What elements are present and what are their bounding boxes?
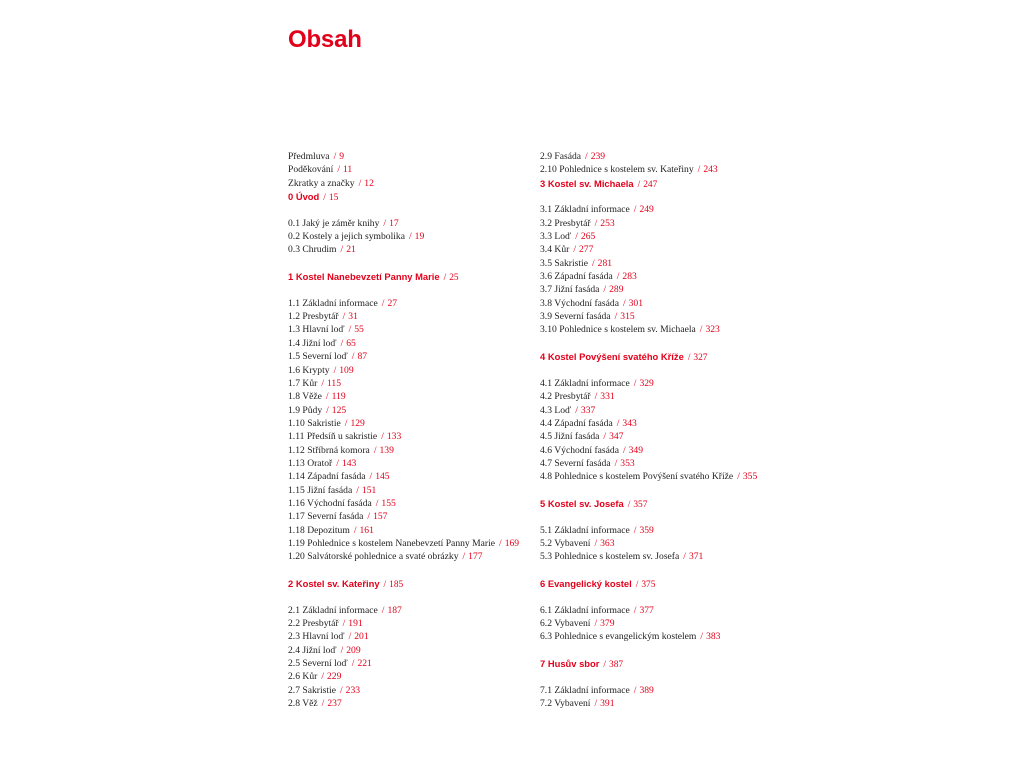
toc-entry-label: 0.3 Chrudim	[288, 244, 337, 256]
toc-entry[interactable]	[288, 377, 538, 390]
toc-page-number: 357	[633, 499, 648, 510]
toc-entry-label: 4.5 Jižní fasáda	[540, 431, 600, 443]
toc-separator: /	[633, 524, 637, 536]
toc-separator: /	[594, 537, 598, 549]
toc-entry-label: 1.12 Stříbrná komora	[288, 444, 370, 456]
toc-separator: /	[699, 324, 703, 336]
toc-chapter-heading[interactable]	[540, 350, 790, 363]
toc-entry-label: 5.1 Základní informace	[540, 524, 630, 536]
toc-page-number: 11	[342, 164, 353, 176]
toc-page-number: 139	[379, 444, 394, 456]
toc-entry[interactable]	[288, 310, 538, 323]
toc-page-number: 391	[600, 698, 615, 710]
toc-page-number: 239	[590, 151, 606, 162]
spacer	[540, 337, 790, 350]
toc-page-number: 143	[341, 457, 357, 469]
toc-separator: /	[616, 417, 620, 429]
toc-entry[interactable]	[288, 524, 538, 537]
toc-separator: /	[633, 204, 637, 216]
toc-separator: /	[321, 671, 324, 683]
toc-separator: /	[683, 551, 686, 563]
toc-entry[interactable]	[288, 604, 538, 617]
toc-chapter-heading[interactable]	[288, 270, 538, 283]
toc-separator: /	[462, 551, 466, 563]
toc-separator: /	[340, 244, 344, 256]
toc-entry-label: 3.6 Západní fasáda	[540, 271, 613, 283]
toc-entry[interactable]	[540, 457, 790, 470]
toc-entry-label: 5.3 Pohlednice s kostelem sv. Josefa	[540, 551, 680, 563]
spacer	[288, 257, 538, 270]
spacer	[288, 590, 538, 603]
toc-entry-label: 6 Evangelický kostel	[540, 578, 632, 589]
spacer	[288, 564, 538, 577]
toc-entry-label: 1.15 Jižní fasáda	[288, 484, 353, 496]
toc-entry-label: 0 Úvod	[288, 191, 320, 203]
toc-entry[interactable]	[288, 684, 538, 697]
toc-entry-label: 1.2 Presbytář	[288, 311, 339, 323]
toc-page-number: 221	[357, 658, 372, 670]
toc-separator: /	[342, 311, 346, 323]
toc-entry[interactable]	[540, 323, 790, 336]
toc-entry[interactable]	[540, 404, 790, 417]
toc-separator: /	[325, 391, 329, 403]
toc-page-number: 191	[348, 618, 363, 630]
toc-separator: /	[383, 580, 387, 590]
toc-page-number: 343	[622, 417, 637, 429]
toc-separator: /	[323, 193, 326, 204]
toc-entry-label: 1.18 Depozitum	[288, 524, 350, 536]
toc-page-number: 12	[364, 177, 374, 189]
spacer	[540, 484, 790, 497]
toc-separator: /	[369, 471, 373, 483]
toc-entry[interactable]	[540, 163, 790, 176]
toc-entry-label: Zkratky a značky	[288, 177, 355, 189]
toc-page-number: 151	[361, 484, 377, 496]
toc-page-number: 9	[339, 151, 345, 162]
toc-entry-label: 1.17 Severní fasáda	[288, 511, 364, 523]
toc-entry[interactable]	[540, 470, 790, 483]
toc-entry[interactable]	[288, 657, 538, 670]
toc-entry[interactable]	[288, 537, 538, 550]
toc-entry-label: 3 Kostel sv. Michaela	[540, 177, 634, 189]
toc-column-left	[288, 150, 538, 710]
toc-entry[interactable]	[288, 217, 538, 230]
toc-entry-label: 3.7 Jižní fasáda	[540, 284, 600, 296]
toc-page-number: 353	[620, 457, 635, 469]
toc-separator: /	[348, 631, 352, 643]
toc-entry[interactable]	[288, 697, 538, 710]
toc-page-number: 15	[328, 193, 339, 204]
toc-entry-label: 4.4 Západní fasáda	[540, 417, 613, 429]
toc-entry[interactable]	[288, 390, 538, 403]
spacer	[288, 203, 538, 216]
toc-entry-label: 3.4 Kůr	[540, 244, 570, 256]
toc-page-number: 283	[622, 271, 637, 283]
toc-page-number: 161	[359, 524, 374, 536]
toc-entry-label: 3.9 Severní fasáda	[540, 311, 611, 323]
toc-separator: /	[381, 297, 385, 309]
toc-entry[interactable]	[288, 404, 538, 417]
toc-entry[interactable]	[540, 617, 790, 630]
toc-page-number: 145	[375, 471, 390, 483]
toc-separator: /	[700, 631, 704, 643]
toc-entry-label: 7 Husův sbor	[540, 658, 600, 670]
toc-separator: /	[594, 217, 598, 229]
toc-entry-label: 3.8 Východní fasáda	[540, 297, 619, 309]
toc-entry-label: 4.2 Presbytář	[540, 391, 591, 403]
toc-page-number: 323	[705, 324, 720, 336]
toc-separator: /	[633, 377, 637, 389]
toc-page-number: 17	[389, 217, 399, 229]
toc-separator: /	[358, 177, 362, 189]
toc-entry[interactable]	[288, 617, 538, 630]
toc-entry[interactable]	[540, 203, 790, 216]
toc-page-number: 243	[703, 164, 718, 176]
toc-entry[interactable]	[288, 510, 538, 523]
toc-page-number: 387	[609, 660, 624, 671]
toc-page-number: 349	[628, 444, 644, 456]
toc-entry-label: 2.3 Hlavní loď	[288, 631, 345, 643]
toc-entry-label: 1.19 Pohlednice s kostelem Nanebevzetí Panny Marie	[288, 537, 496, 549]
toc-entry[interactable]	[288, 150, 538, 163]
toc-page-number: 187	[387, 604, 402, 616]
toc-separator: /	[594, 698, 598, 710]
toc-entry-label: 1.5 Severní loď	[288, 351, 348, 363]
spacer	[540, 670, 790, 683]
toc-entry[interactable]	[540, 537, 790, 550]
toc-page-number: 31	[348, 311, 358, 323]
toc-page-number: 185	[389, 580, 404, 590]
toc-entry-label: 1.16 Východní fasáda	[288, 497, 372, 509]
toc-entry-label: Poděkování	[288, 164, 334, 176]
toc-separator: /	[585, 151, 588, 162]
toc-page-number: 55	[354, 324, 364, 336]
toc-separator: /	[737, 471, 740, 483]
toc-page-number: 233	[345, 684, 361, 696]
toc-page-number: 209	[346, 644, 361, 656]
toc-page-number: 87	[357, 351, 368, 363]
toc-page-number: 329	[639, 377, 654, 389]
toc-entry[interactable]	[288, 430, 538, 443]
toc-separator: /	[351, 658, 355, 670]
toc-page-number: 65	[346, 337, 356, 349]
toc-page-number: 133	[386, 431, 402, 443]
toc-page-number: 289	[609, 284, 624, 296]
toc-entry[interactable]	[288, 644, 538, 657]
toc-separator: /	[594, 391, 598, 403]
toc-entry-label: 1.7 Kůr	[288, 377, 318, 389]
toc-page-number: 277	[578, 244, 594, 256]
toc-entry-label: 4.1 Základní informace	[540, 377, 630, 389]
toc-entry-label: 6.3 Pohlednice s evangelickým kostelem	[540, 631, 697, 643]
toc-entry-label: 2.1 Základní informace	[288, 604, 378, 616]
toc-entry-label: 3.5 Sakristie	[540, 257, 588, 269]
toc-page-number: 359	[639, 524, 654, 536]
toc-entry[interactable]	[540, 390, 790, 403]
toc-entry-label: 1.9 Půdy	[288, 404, 323, 416]
toc-page-number: 281	[597, 257, 613, 269]
toc-entry[interactable]	[288, 243, 538, 256]
toc-page-number: 115	[326, 377, 342, 389]
toc-entry-label: 7.1 Základní informace	[540, 684, 630, 696]
toc-separator: /	[383, 217, 387, 229]
toc-separator: /	[408, 231, 412, 243]
toc-separator: /	[339, 684, 343, 696]
toc-separator: /	[616, 271, 620, 283]
toc-entry-label: 2.7 Sakristie	[288, 684, 336, 696]
toc-entry-label: 5.2 Vybavení	[540, 537, 591, 549]
toc-entry-label: 1.1 Základní informace	[288, 297, 378, 309]
toc-entry-label: 6.2 Vybavení	[540, 618, 591, 630]
spacer	[288, 283, 538, 296]
toc-separator: /	[351, 351, 355, 363]
toc-entry[interactable]	[288, 364, 538, 377]
spacer	[540, 644, 790, 657]
toc-separator: /	[373, 444, 377, 456]
toc-page-number: 347	[609, 431, 624, 443]
toc-entry[interactable]	[540, 310, 790, 323]
toc-entry-label: 2.2 Presbytář	[288, 618, 339, 630]
toc-entry[interactable]	[540, 297, 790, 310]
toc-separator: /	[348, 324, 352, 336]
toc-page-number: 27	[387, 297, 398, 309]
toc-entry[interactable]	[540, 270, 790, 283]
toc-entry[interactable]	[288, 484, 538, 497]
toc-entry[interactable]	[288, 470, 538, 483]
toc-separator: /	[614, 311, 618, 323]
toc-separator: /	[353, 524, 357, 536]
toc-entry-label: 2.9 Fasáda	[540, 151, 582, 162]
toc-separator: /	[627, 499, 631, 510]
toc-entry[interactable]	[288, 350, 538, 363]
toc-entry[interactable]	[540, 257, 790, 270]
toc-separator: /	[633, 604, 637, 616]
toc-entry-label: 4.3 Loď	[540, 404, 572, 416]
toc-chapter-heading[interactable]	[288, 577, 538, 590]
toc-entry[interactable]	[288, 177, 538, 190]
toc-entry[interactable]	[540, 630, 790, 643]
toc-entry-label: 1.20 Salvátorské pohlednice a svaté obrázky	[288, 551, 459, 563]
toc-entry-label: 2.10 Pohlednice s kostelem sv. Kateřiny	[540, 164, 694, 176]
toc-entry-label: 1 Kostel Nanebevzetí Panny Marie	[288, 271, 440, 283]
toc-page-number: 383	[706, 631, 721, 643]
toc-entry[interactable]	[540, 604, 790, 617]
toc-entry[interactable]	[288, 630, 538, 643]
spacer	[540, 364, 790, 377]
page-title: Obsah	[288, 26, 362, 53]
toc-separator: /	[340, 337, 344, 349]
toc-separator: /	[356, 484, 359, 496]
toc-entry-label: 1.14 Západní fasáda	[288, 471, 366, 483]
toc-page-number: 119	[331, 391, 346, 403]
toc-page-number: 389	[639, 684, 654, 696]
toc-separator: /	[594, 618, 598, 630]
toc-chapter-heading[interactable]	[288, 190, 538, 203]
toc-page-number: 237	[327, 698, 342, 710]
toc-separator: /	[340, 644, 344, 656]
toc-entry[interactable]	[288, 417, 538, 430]
toc-page-number: 125	[331, 404, 347, 416]
toc-separator: /	[326, 404, 329, 416]
toc-separator: /	[687, 353, 691, 364]
toc-entry-label: 2.8 Věž	[288, 698, 318, 710]
toc-separator: /	[635, 580, 639, 590]
toc-column-right	[540, 150, 790, 710]
toc-entry[interactable]	[288, 550, 538, 563]
toc-chapter-heading[interactable]	[540, 497, 790, 510]
toc-entry[interactable]	[540, 550, 790, 563]
toc-page-number: 379	[600, 618, 615, 630]
toc-separator: /	[591, 257, 595, 269]
toc-separator: /	[603, 431, 607, 443]
toc-separator: /	[344, 417, 348, 429]
toc-entry[interactable]	[540, 444, 790, 457]
toc-separator: /	[622, 297, 626, 309]
toc-entry[interactable]	[288, 297, 538, 310]
toc-separator: /	[321, 377, 324, 389]
toc-entry-label: 1.8 Věže	[288, 391, 322, 403]
toc-separator: /	[575, 404, 578, 416]
toc-page-number: 327	[693, 353, 708, 364]
toc-entry-label: Předmluva	[288, 151, 330, 162]
toc-entry-label: 4.8 Pohlednice s kostelem Povýšení svatého Kříže	[540, 471, 734, 483]
toc-separator: /	[381, 431, 384, 443]
toc-entry-label: 2.5 Severní loď	[288, 658, 348, 670]
toc-separator: /	[333, 364, 337, 376]
toc-page-number: 337	[580, 404, 596, 416]
toc-separator: /	[499, 537, 502, 549]
toc-separator: /	[633, 684, 637, 696]
toc-separator: /	[697, 164, 701, 176]
toc-page-number: 377	[639, 604, 654, 616]
toc-separator: /	[333, 151, 337, 162]
toc-entry-label: 0.1 Jaký je záměr knihy	[288, 217, 380, 229]
toc-separator: /	[622, 444, 626, 456]
toc-entry-label: 1.3 Hlavní loď	[288, 324, 345, 336]
toc-entry[interactable]	[540, 697, 790, 710]
toc-entry[interactable]	[288, 497, 538, 510]
toc-separator: /	[575, 231, 578, 243]
toc-page-number: 375	[641, 580, 656, 590]
toc-page-number: 331	[600, 391, 615, 403]
toc-page-number: 177	[468, 551, 483, 563]
toc-entry-label: 3.1 Základní informace	[540, 204, 630, 216]
toc-page-number: 363	[600, 537, 615, 549]
toc-entry-label: 4.6 Východní fasáda	[540, 444, 619, 456]
toc-chapter-heading[interactable]	[540, 177, 790, 190]
toc-entry[interactable]	[540, 430, 790, 443]
spacer	[540, 510, 790, 523]
toc-separator: /	[381, 604, 385, 616]
toc-chapter-heading[interactable]	[540, 577, 790, 590]
toc-entry-label: 1.13 Oratoř	[288, 457, 333, 469]
toc-entry-label: 1.10 Sakristie	[288, 417, 341, 429]
toc-entry[interactable]	[288, 230, 538, 243]
toc-page-number: 249	[639, 204, 654, 216]
toc-entry-label: 5 Kostel sv. Josefa	[540, 497, 624, 509]
toc-entry[interactable]	[288, 337, 538, 350]
toc-entry[interactable]	[540, 217, 790, 230]
toc-page-number: 21	[346, 244, 356, 256]
toc-entry[interactable]	[288, 444, 538, 457]
toc-entry-label: 2.6 Kůr	[288, 671, 318, 683]
toc-entry[interactable]	[540, 417, 790, 430]
toc-page-number: 301	[628, 297, 644, 309]
toc-page-number: 253	[600, 217, 615, 229]
toc-entry[interactable]	[540, 150, 790, 163]
spacer	[540, 190, 790, 203]
toc-page-number: 109	[339, 364, 354, 376]
toc-page-number: 229	[326, 671, 342, 683]
toc-page-number: 315	[620, 311, 635, 323]
toc-separator: /	[337, 164, 340, 176]
toc-page-number: 201	[354, 631, 369, 643]
toc-entry[interactable]	[540, 230, 790, 243]
toc-entry[interactable]	[540, 283, 790, 296]
toc-entry[interactable]	[288, 670, 538, 683]
toc-page-number: 247	[643, 179, 658, 190]
toc-entry-label: 6.1 Základní informace	[540, 604, 630, 616]
toc-chapter-heading[interactable]	[540, 657, 790, 670]
toc-entry[interactable]	[540, 243, 790, 256]
toc-entry-label: 4 Kostel Povýšení svatého Kříže	[540, 351, 684, 363]
toc-separator: /	[336, 457, 339, 469]
toc-separator: /	[321, 698, 325, 710]
toc-page-number: 169	[504, 537, 520, 549]
toc-entry[interactable]	[288, 457, 538, 470]
toc-page-number: 129	[350, 417, 365, 429]
toc-page-number: 155	[381, 497, 396, 509]
toc-separator: /	[342, 618, 346, 630]
toc-entry-label: 2.4 Jižní loď	[288, 644, 337, 656]
toc-separator: /	[603, 284, 607, 296]
toc-entry[interactable]	[540, 684, 790, 697]
toc-separator: /	[614, 457, 618, 469]
toc-separator: /	[367, 511, 371, 523]
toc-entry-label: 1.6 Krypty	[288, 364, 330, 376]
spacer	[540, 590, 790, 603]
toc-page-number: 25	[449, 273, 459, 284]
toc-entry-label: 7.2 Vybavení	[540, 698, 591, 710]
toc-separator: /	[573, 244, 576, 256]
toc-entry-label: 3.2 Presbytář	[540, 217, 591, 229]
toc-entry-label: 4.7 Severní fasáda	[540, 457, 611, 469]
spacer	[540, 564, 790, 577]
toc-entry-label: 1.11 Předsíň u sakristie	[288, 431, 378, 443]
toc-entry-label: 1.4 Jižní loď	[288, 337, 337, 349]
toc-entry-label: 2 Kostel sv. Kateřiny	[288, 578, 380, 589]
toc-entry-label: 0.2 Kostely a jejich symbolika	[288, 231, 405, 243]
toc-separator: /	[603, 660, 606, 671]
toc-entry[interactable]	[540, 524, 790, 537]
toc-page-number: 265	[580, 231, 596, 243]
toc-separator: /	[637, 179, 641, 190]
toc-page-number: 355	[742, 471, 758, 483]
toc-page-number: 19	[414, 231, 425, 243]
toc-page-number: 157	[373, 511, 388, 523]
toc-separator: /	[443, 273, 447, 284]
toc-entry[interactable]	[540, 377, 790, 390]
toc-page-number: 371	[688, 551, 704, 563]
toc-entry-label: 3.10 Pohlednice s kostelem sv. Michaela	[540, 324, 696, 336]
toc-entry-label: 3.3 Loď	[540, 231, 572, 243]
toc-entry[interactable]	[288, 163, 538, 176]
toc-entry[interactable]	[288, 323, 538, 336]
toc-separator: /	[375, 497, 379, 509]
